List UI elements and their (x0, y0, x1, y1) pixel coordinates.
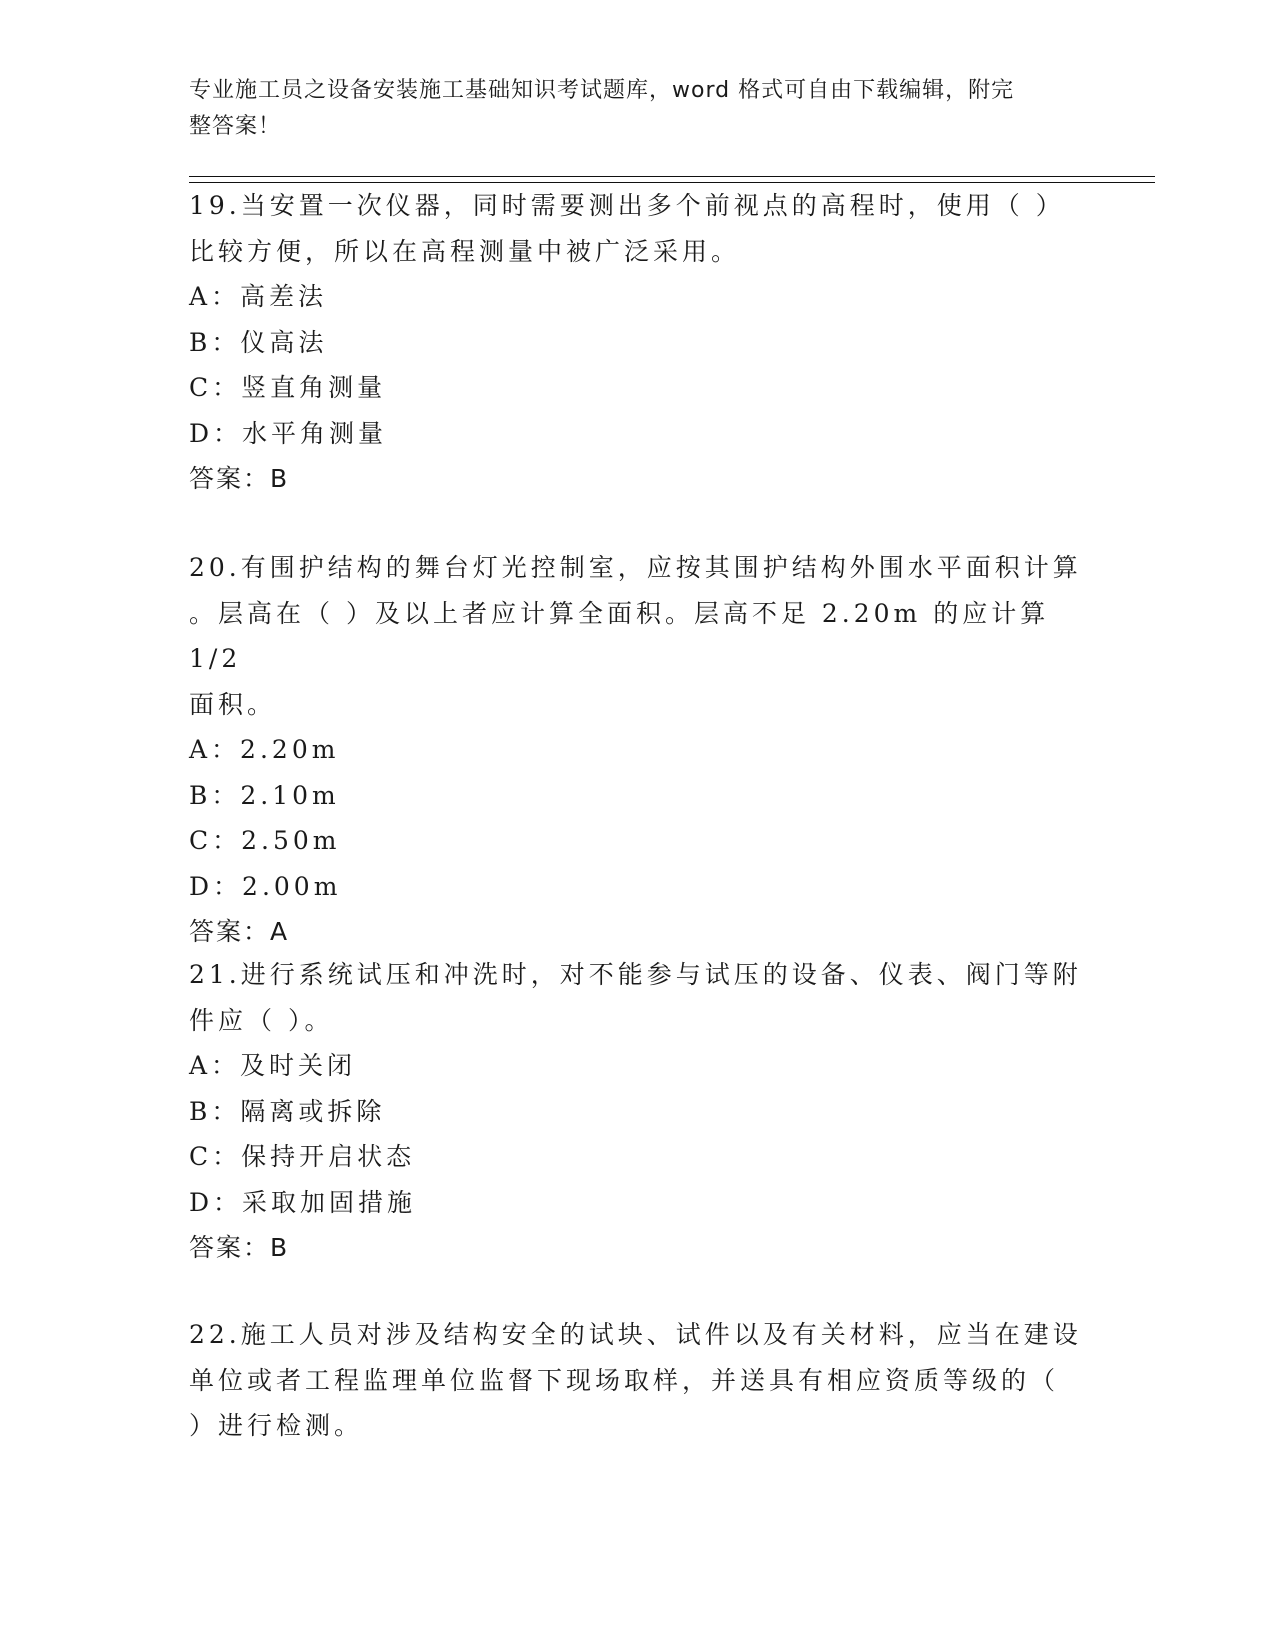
option-c: C：竖直角测量 (189, 373, 387, 402)
stem-line: 20.有围护结构的舞台灯光控制室，应按其围护结构外围水平面积计算 (189, 553, 1082, 582)
stem-line: 21.进行系统试压和冲洗时，对不能参与试压的设备、仪表、阀门等附 (189, 960, 1082, 989)
question-19 (189, 183, 1089, 502)
option-a: A：高差法 (189, 282, 328, 311)
stem-line: 22.施工人员对涉及结构安全的试块、试件以及有关材料，应当在建设 (189, 1320, 1082, 1349)
document-header (189, 73, 1069, 145)
question-22 (189, 1312, 1089, 1449)
option-b: B：2.10m (189, 780, 340, 810)
stem-line: 件应（ ）。 (189, 1005, 334, 1035)
option-d: D：采取加固措施 (189, 1187, 417, 1217)
header-divider-top (189, 176, 1155, 177)
stem-line: 。层高在（ ）及以上者应计算全面积。层高不足 2.20m 的应计算 1/2 (189, 598, 1050, 673)
option-a: A：2.20m (189, 735, 340, 764)
answer: 答案：B (189, 464, 290, 493)
question-stem (189, 183, 1089, 274)
question-stem (189, 1312, 1089, 1449)
option-d: D：水平角测量 (189, 418, 388, 448)
answer: 答案：A (189, 917, 290, 946)
question-21 (189, 952, 1089, 1271)
question-stem (189, 545, 1089, 727)
option-b: B：仪高法 (189, 327, 328, 357)
stem-line: 19.当安置一次仪器，同时需要测出多个前视点的高程时，使用（ ） (189, 191, 1065, 220)
stem-line: 面积。 (189, 689, 277, 719)
option-a: A：及时关闭 (189, 1051, 357, 1080)
stem-line: 单位或者工程监理单位监督下现场取样，并送具有相应资质等级的（ (189, 1365, 1060, 1395)
question-20 (189, 545, 1089, 955)
option-c: C：保持开启状态 (189, 1142, 416, 1171)
option-d: D：2.00m (189, 871, 342, 901)
option-b: B：隔离或拆除 (189, 1096, 386, 1126)
answer: 答案：B (189, 1233, 290, 1262)
stem-line: 比较方便，所以在高程测量中被广泛采用。 (189, 236, 741, 266)
stem-line: ）进行检测。 (189, 1411, 364, 1440)
question-stem (189, 952, 1089, 1043)
option-c: C：2.50m (189, 826, 341, 855)
header-line-1: 专业施工员之设备安装施工基础知识考试题库，word 格式可自由下载编辑，附完 (189, 78, 1015, 103)
header-line-2: 整答案！ (189, 114, 282, 139)
